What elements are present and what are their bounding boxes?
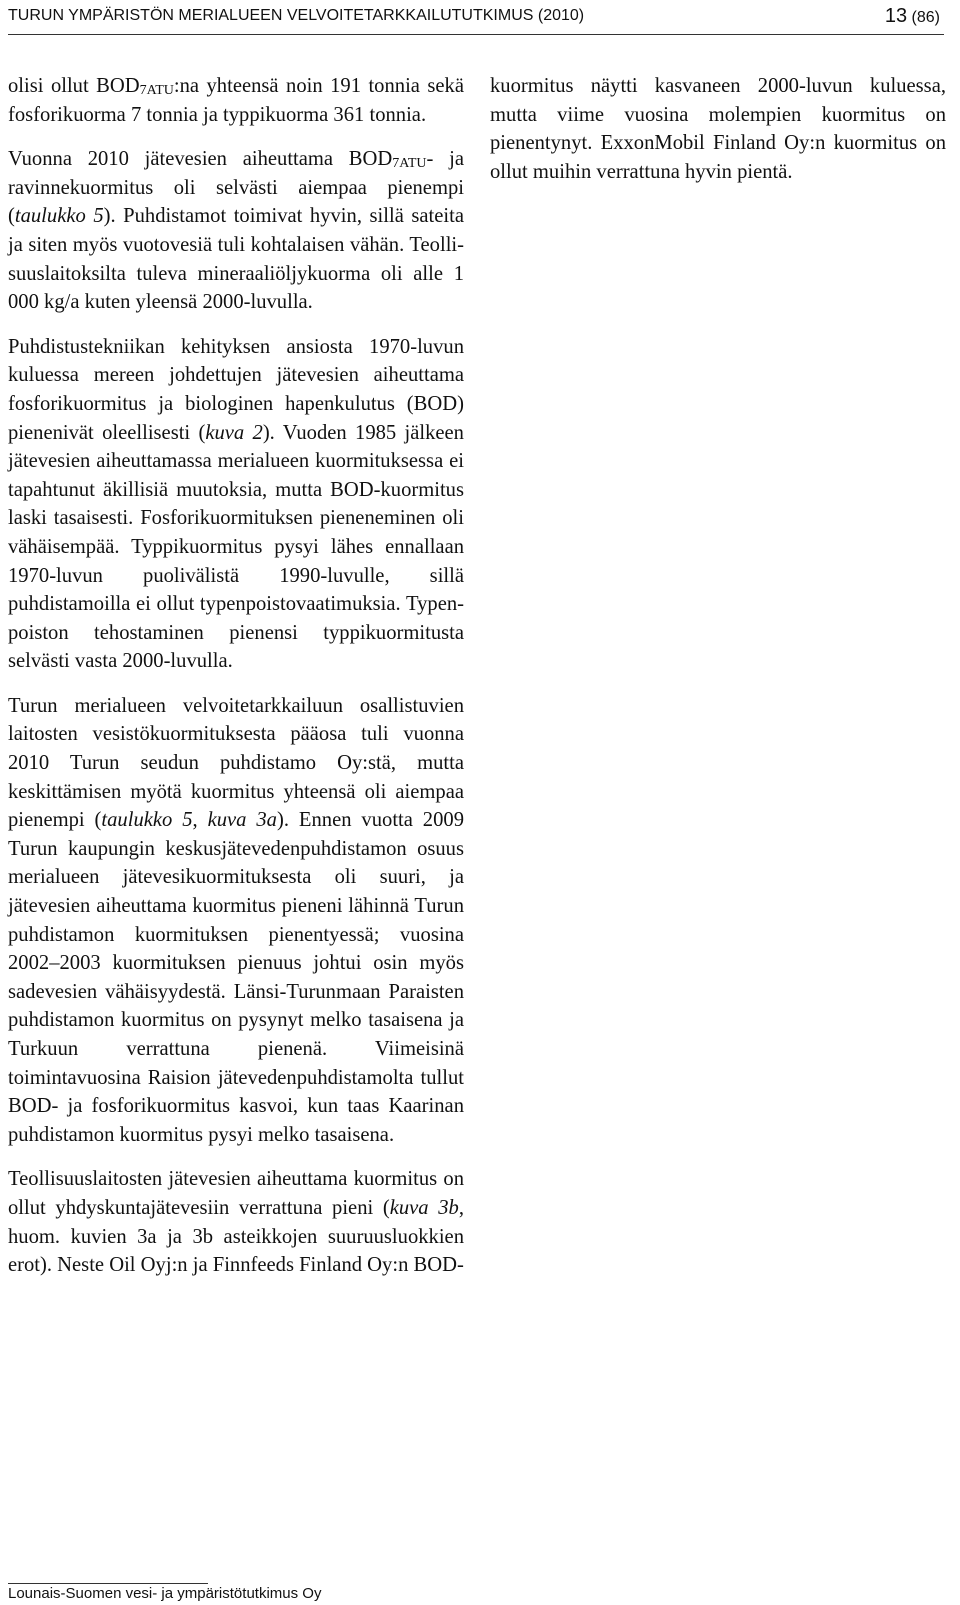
page-number-current: 13 [884,5,908,27]
right-column [490,72,946,186]
figure-reference: kuva 3a [207,809,277,832]
header-rule [8,34,944,35]
subscript: 7ATU [139,83,174,98]
figure-reference: kuva 3b [389,1196,459,1219]
left-column [8,72,464,1280]
table-reference: taulukko 5 [101,809,193,832]
page-footer: Lounais-Suomen vesi- ja ympäristötutkimus Oy [8,1585,322,1602]
paragraph: Teollisuuslaitosten jätevesien aiheuttama kuormitus on ollut yhdyskuntajätevesiin verrattuna pieni (kuva 3b, huom. kuvien 3a ja 3b asteikkojen suuruusluokkien erot). Neste Oil Oyj:n ja Finnfeeds Finland Oy:n BOD- [8,1168,464,1277]
footer-rule [8,1583,208,1584]
paragraph: Puhdistustekniikan kehityksen ansiosta 1970-luvun kuluessa mereen johdettujen jätevesien aiheuttama fosforikuormitus ja biologinen hapenkulutus (BOD) pienenivät oleellisesti (kuva 2). Vuoden 1985 jälkeen jätevesien aiheuttamassa merialueen kuormituksessa ei tapahtunut äkillisiä muutoksia, mutta BOD-kuormitus laski tasaisesti. Fosforikuormituksen pieneneminen oli vähäisempää. Typpikuormitus pysyi lähes ennallaan 1970-luvun puolivälistä 1990-luvulle, sillä puhdistamoilla ei ollut typenpoistovaatimuksia. Typenpoiston tehostaminen pienensi typpikuormitusta selvästi vasta 2000-luvulla. [8,335,464,673]
table-reference: taulukko 5 [14,205,104,228]
paragraph: olisi ollut $BOD_{7ATU}:na$ yhteensä noin 191 tonnia sekä fosforikuorma 7 tonnia ja typpikuorma 361 tonnia. [8,75,464,126]
page-number-total: (86) [911,9,940,26]
paragraph: kuormitus näytti kasvaneen 2000-luvun kuluessa, mutta viime vuosina molempien kuormitus on pienentynyt. ExxonMobil Finland Oy:n kuormitus on ollut muihin verrattuna hyvin pientä. [490,75,946,183]
report-title: TURUN YMPÄRISTÖN MERIALUEEN VELVOITETARKKAILUTUTKIMUS (2010) [8,7,585,24]
subscript: 7ATU [392,156,427,172]
page-number [885,4,940,30]
figure-reference: kuva 2 [205,421,263,444]
paragraph: Vuonna 2010 jätevesien aiheuttama $BOD_{7ATU}-$ ja ravinnekuormitus oli selvästi aiempaa pienempi (taulukko 5). Puhdistamot toimivat hyvin, sillä sateita ja siten myös vuotovesiä tuli kohtalaisen vähän. Teollisuuslaitoksilta tuleva mineraaliöljykuorma oli alle 1 000 kg/a kuten yleensä 2000-luvulla. [8,148,464,314]
running-header [8,4,944,30]
paragraph: Turun merialueen velvoitetarkkailuun osallistuvien laitosten vesistökuormituksesta pääosa tuli vuonna 2010 Turun seudun puhdistamo Oy:stä, mutta keskittämisen myötä kuormitus yhteensä oli aiempaa pienempi (taulukko 5, kuva 3a). Ennen vuotta 2009 Turun kaupungin keskusjätevedenpuhdistamon osuus merialueen jätevesikuormituksesta oli suuri, ja jätevesien aiheuttama kuormitus pieneni lähinnä Turun puhdistamon kuormituksen pienentyessä; vuosina 2002–2003 kuormituksen pienuus johtui osin myös sadevesien vähäisyydestä. Länsi-Turunmaan Paraisten puhdistamon kuormitus on pysynyt melko tasaisena ja Turkuun verrattuna pienenä. Viimeisinä toimintavuosina Raision jätevedenpuhdistamolta tullut BOD- ja fosforikuormitus kasvoi, kun taas Kaarinan puhdistamon kuormitus pysyi melko tasaisena. [8,694,464,1146]
